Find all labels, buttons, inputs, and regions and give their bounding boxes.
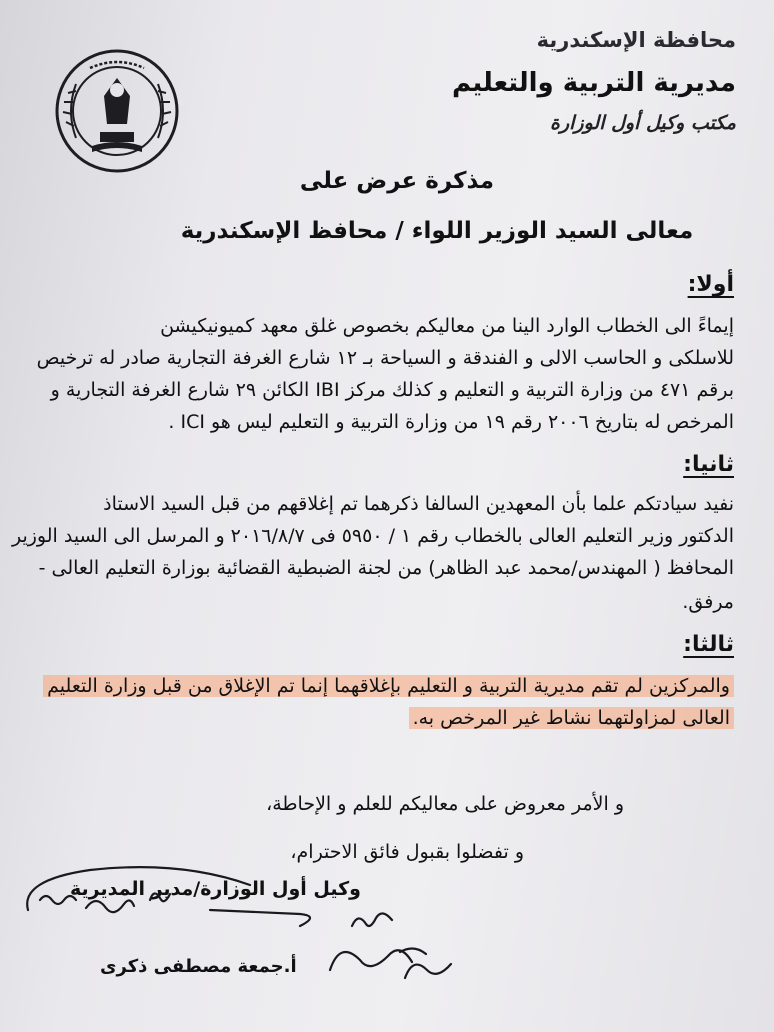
signature-name: أ.جمعة مصطفى ذكرى bbox=[100, 956, 297, 977]
section-second-line: المحافظ ( المهندس/محمد عبد الظاهر) من لجنة الضبطية القضائية بوزارة التعليم العالى - bbox=[38, 557, 734, 579]
section-second-line: مرفق. bbox=[682, 591, 734, 613]
closing-line: و الأمر معروض على معاليكم للعلم و الإحاطة، bbox=[266, 793, 624, 815]
signature-title: وكيل أول الوزارة/مدير المديرية bbox=[70, 878, 361, 900]
highlighted-text: العالى لمزاولتهما نشاط غير المرخص به. bbox=[409, 707, 734, 729]
governorate-heading: محافظة الإسكندرية bbox=[536, 28, 736, 52]
ministry-seal-icon bbox=[52, 46, 182, 176]
memo-addressee: معالى السيد الوزير اللواء / محافظ الإسكندرية bbox=[180, 218, 694, 244]
section-first-line: المرخص له بتاريخ ٢٠٠٦ رقم ١٩ من وزارة التربية و التعليم ليس هو ICI . bbox=[168, 411, 734, 433]
memo-title: مذكرة عرض على bbox=[299, 168, 495, 194]
section-first-line: برقم ٤٧١ من وزارة التربية و التعليم و كذلك مركز IBI الكائن ٢٩ شارع الغرفة التجارية و bbox=[50, 379, 734, 401]
closing-line: و تفضلوا بقبول فائق الاحترام، bbox=[290, 841, 524, 863]
section-second-line: نفيد سيادتكم علما بأن المعهدين السالفا ذكرهما تم إغلاقهم من قبل السيد الاستاذ bbox=[103, 493, 734, 515]
section-heading-third: ثالثا: bbox=[683, 632, 734, 657]
section-first-line: إيماءً الى الخطاب الوارد الينا من معاليكم بخصوص غلق معهد كميونيكيشن bbox=[160, 315, 734, 337]
section-third-line bbox=[409, 706, 734, 730]
section-second-line: الدكتور وزير التعليم العالى بالخطاب رقم ١ / ٥٩٥٠ فى ٢٠١٦/٨/٧ و المرسل الى السيد الوزير bbox=[11, 525, 734, 547]
highlighted-text: والمركزين لم تقم مديرية التربية و التعليم بإغلاقهما إنما تم الإغلاق من قبل وزارة التعليم bbox=[43, 675, 734, 697]
directorate-heading: مديرية التربية والتعليم bbox=[451, 68, 736, 98]
section-heading-first: أولا: bbox=[687, 272, 734, 297]
office-heading: مكتب وكيل أول الوزارة bbox=[550, 112, 736, 134]
section-third-line bbox=[43, 674, 734, 698]
section-heading-second: ثانيا: bbox=[683, 452, 734, 477]
handwritten-signature-icon bbox=[0, 840, 774, 1032]
section-first-line: للاسلكى و الحاسب الالى و الفندقة و السياحة بـ ١٢ شارع الغرفة التجارية صادر له ترخيص bbox=[36, 347, 734, 369]
